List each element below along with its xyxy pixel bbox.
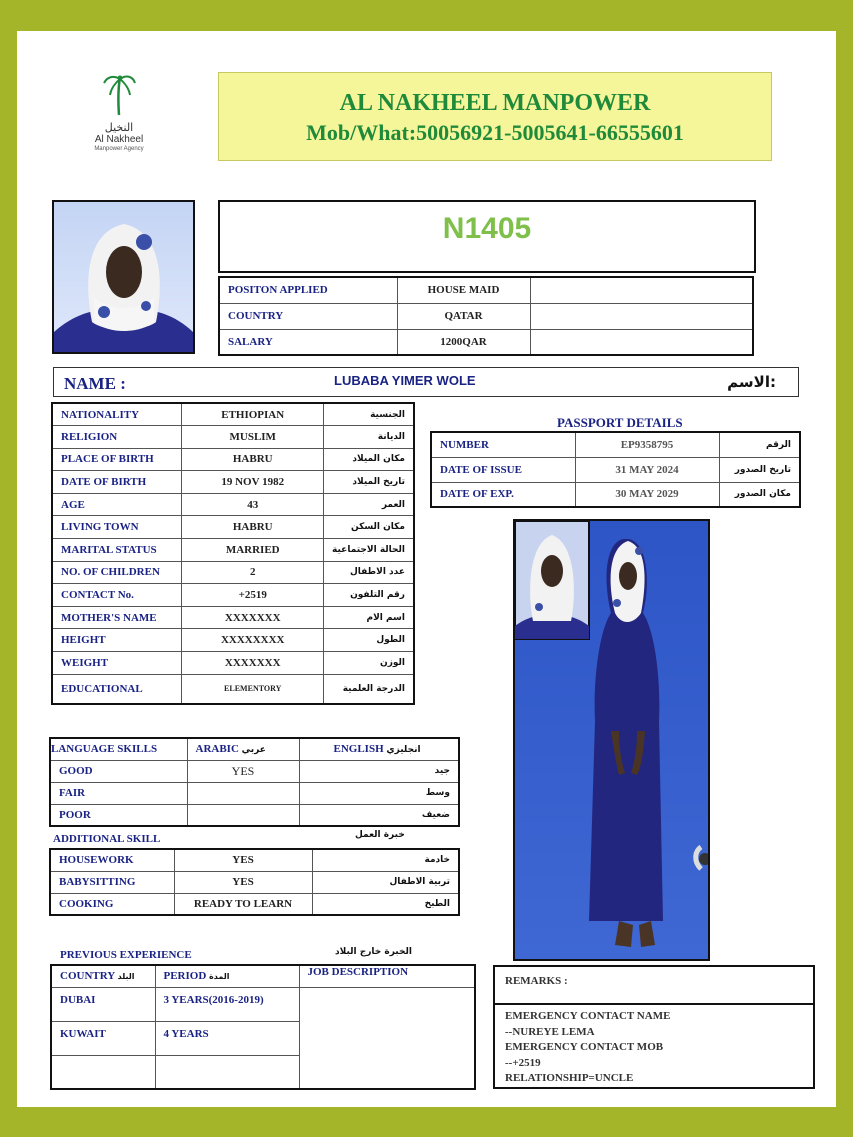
- passport-label-arabic: تاريخ الصدور: [719, 457, 800, 482]
- personal-label: RELIGION: [52, 426, 182, 449]
- country-label-ar: البلد: [117, 972, 135, 982]
- additional-skill-title: ADDITIONAL SKILL: [53, 833, 161, 845]
- personal-value: ELEMENTORY: [182, 674, 324, 704]
- personal-label-arabic: الطول: [324, 629, 414, 652]
- personal-label-arabic: اسم الام: [324, 606, 414, 629]
- position-table: [218, 276, 754, 356]
- name-label: NAME :: [64, 374, 126, 393]
- skill-label-arabic: تربية الاطفال: [312, 871, 459, 893]
- experience-table: [50, 964, 476, 1090]
- personal-label: NO. OF CHILDREN: [52, 561, 182, 584]
- emergency-contact-box: [493, 1003, 815, 1089]
- personal-value: MUSLIM: [182, 426, 324, 449]
- skill-label-arabic: الطبخ: [312, 893, 459, 915]
- personal-row: [52, 448, 414, 471]
- personal-value: XXXXXXX: [182, 606, 324, 629]
- passport-label-arabic: مكان الصدور: [719, 482, 800, 507]
- reference-code-box: [218, 200, 756, 273]
- skill-value: YES: [174, 871, 312, 893]
- language-row: [50, 782, 459, 804]
- personal-label: NATIONALITY: [52, 403, 182, 426]
- experience-period: [155, 1055, 299, 1089]
- language-header: LANGUAGE SKILLS: [50, 738, 187, 760]
- personal-row: [52, 629, 414, 652]
- arabic-label: ARABIC: [195, 743, 239, 756]
- personal-label-arabic: مكان الميلاد: [324, 448, 414, 471]
- skill-label: HOUSEWORK: [50, 849, 174, 871]
- personal-label: MARITAL STATUS: [52, 539, 182, 562]
- experience-job-description: [299, 987, 475, 1089]
- personal-row: [52, 539, 414, 562]
- arabic-label-ar: عربي: [241, 745, 266, 756]
- language-header-row: [50, 738, 459, 760]
- language-level-arabic: ضعيف: [299, 804, 459, 826]
- personal-row: [52, 584, 414, 607]
- experience-title-arabic: الخبرة خارج البلاد: [335, 947, 412, 957]
- personal-label: PLACE OF BIRTH: [52, 448, 182, 471]
- passport-label-arabic: الرقم: [719, 432, 800, 457]
- agency-logo: [89, 71, 149, 161]
- remarks-line: --+2519: [505, 1056, 541, 1069]
- personal-value: MARRIED: [182, 539, 324, 562]
- personal-label-arabic: الجنسية: [324, 403, 414, 426]
- personal-label: WEIGHT: [52, 652, 182, 675]
- personal-value: XXXXXXXX: [182, 629, 324, 652]
- arabic-level-value: [187, 804, 299, 826]
- additional-row: [50, 849, 459, 871]
- period-label-ar: المدة: [209, 972, 230, 982]
- personal-label-arabic: الوزن: [324, 652, 414, 675]
- language-level: GOOD: [50, 760, 187, 782]
- passport-label: DATE OF ISSUE: [431, 457, 575, 482]
- period-label: PERIOD: [163, 970, 207, 983]
- position-value: 1200QAR: [397, 329, 530, 355]
- additional-row: [50, 893, 459, 915]
- position-extra: [530, 277, 753, 303]
- experience-period: 3 YEARS(2016-2019): [155, 987, 299, 1021]
- cv-sheet: [17, 31, 836, 1107]
- palm-logo-icon: [99, 71, 139, 117]
- arabic-level-value: YES: [187, 760, 299, 782]
- personal-label: EDUCATIONAL: [52, 674, 182, 704]
- passport-value: EP9358795: [575, 432, 719, 457]
- position-extra: [530, 329, 753, 355]
- english-label-ar: انجليزي: [386, 745, 421, 756]
- language-row: [50, 760, 459, 782]
- personal-value: ETHIOPIAN: [182, 403, 324, 426]
- skill-label: COOKING: [50, 893, 174, 915]
- additional-skill-title-arabic: خبرة العمل: [355, 830, 405, 840]
- agency-contact: Mob/What:50056921-5005641-66555601: [306, 120, 684, 145]
- position-row: [219, 303, 753, 329]
- remarks-line: EMERGENCY CONTACT MOB: [505, 1041, 664, 1053]
- passport-title: PASSPORT DETAILS: [557, 415, 683, 430]
- personal-row: [52, 674, 414, 704]
- personal-value: XXXXXXX: [182, 652, 324, 675]
- candidate-name: LUBABA YIMER WOLE: [334, 373, 476, 388]
- position-row: [219, 277, 753, 303]
- remarks-line: RELATIONSHIP=UNCLE: [505, 1072, 634, 1084]
- experience-country: DUBAI: [51, 987, 155, 1021]
- passport-row: [431, 482, 800, 507]
- name-label-arabic: الاسم:: [727, 373, 776, 391]
- personal-value: 43: [182, 493, 324, 516]
- personal-row: [52, 606, 414, 629]
- position-label: COUNTRY: [219, 303, 397, 329]
- period-column-header: [155, 965, 299, 987]
- logo-arabic: النخيل: [104, 121, 134, 134]
- experience-period: 4 YEARS: [155, 1021, 299, 1055]
- personal-row: [52, 561, 414, 584]
- position-label: SALARY: [219, 329, 397, 355]
- position-value: HOUSE MAID: [397, 277, 530, 303]
- additional-row: [50, 871, 459, 893]
- position-label: POSITON APPLIED: [219, 277, 397, 303]
- personal-value: HABRU: [182, 516, 324, 539]
- logo-name: Al Nakheel: [94, 134, 144, 145]
- passport-table: [430, 431, 801, 508]
- personal-label: CONTACT No.: [52, 584, 182, 607]
- personal-label: DATE OF BIRTH: [52, 471, 182, 494]
- personal-value: HABRU: [182, 448, 324, 471]
- personal-row: [52, 493, 414, 516]
- passport-row: [431, 432, 800, 457]
- personal-row: [52, 652, 414, 675]
- candidate-full-photo: [513, 519, 710, 961]
- arabic-level-value: [187, 782, 299, 804]
- skill-value: READY TO LEARN: [174, 893, 312, 915]
- personal-label: LIVING TOWN: [52, 516, 182, 539]
- personal-value: 2: [182, 561, 324, 584]
- arabic-column-header: [187, 738, 299, 760]
- passport-value: 31 MAY 2024: [575, 457, 719, 482]
- personal-label-arabic: مكان السكن: [324, 516, 414, 539]
- language-level: POOR: [50, 804, 187, 826]
- reference-code: N1405: [442, 212, 532, 245]
- personal-value: 19 NOV 1982: [182, 471, 324, 494]
- candidate-face-photo: [52, 200, 195, 354]
- name-bar: [53, 367, 799, 397]
- english-label: ENGLISH: [333, 743, 384, 756]
- skill-label: BABYSITTING: [50, 871, 174, 893]
- language-skills-table: [49, 737, 460, 827]
- experience-header-row: [51, 965, 475, 987]
- remarks-box: [493, 965, 815, 1005]
- personal-row: [52, 516, 414, 539]
- skill-label-arabic: خادمة: [312, 849, 459, 871]
- personal-label: MOTHER'S NAME: [52, 606, 182, 629]
- personal-label: AGE: [52, 493, 182, 516]
- passport-value: 30 MAY 2029: [575, 482, 719, 507]
- personal-row: [52, 471, 414, 494]
- language-level-arabic: وسط: [299, 782, 459, 804]
- passport-label: NUMBER: [431, 432, 575, 457]
- agency-title: AL NAKHEEL MANPOWER: [339, 90, 651, 116]
- agency-header: [218, 72, 772, 161]
- personal-details-table: [51, 402, 415, 705]
- position-extra: [530, 303, 753, 329]
- language-level-arabic: جيد: [299, 760, 459, 782]
- country-column-header: [51, 965, 155, 987]
- personal-label-arabic: الديانة: [324, 426, 414, 449]
- personal-row: [52, 426, 414, 449]
- experience-title: PREVIOUS EXPERIENCE: [60, 949, 192, 961]
- personal-label: HEIGHT: [52, 629, 182, 652]
- job-description-header: JOB DESCRIPTION: [299, 965, 475, 987]
- remarks-line: EMERGENCY CONTACT NAME: [505, 1010, 671, 1022]
- passport-row: [431, 457, 800, 482]
- language-row: [50, 804, 459, 826]
- position-value: QATAR: [397, 303, 530, 329]
- personal-label-arabic: عدد الاطفال: [324, 561, 414, 584]
- personal-value: +2519: [182, 584, 324, 607]
- language-level: FAIR: [50, 782, 187, 804]
- skill-value: YES: [174, 849, 312, 871]
- passport-label: DATE OF EXP.: [431, 482, 575, 507]
- logo-sub: Manpower Agency: [94, 146, 144, 152]
- experience-country: KUWAIT: [51, 1021, 155, 1055]
- personal-label-arabic: رقم التلفون: [324, 584, 414, 607]
- position-row: [219, 329, 753, 355]
- personal-row: [52, 403, 414, 426]
- personal-label-arabic: الحالة الاجتماعية: [324, 539, 414, 562]
- personal-label-arabic: العمر: [324, 493, 414, 516]
- remarks-line: --NUREYE LEMA: [505, 1025, 595, 1038]
- country-label: COUNTRY: [60, 970, 115, 983]
- experience-country: [51, 1055, 155, 1089]
- experience-row: [51, 987, 475, 1021]
- personal-label-arabic: تاريخ الميلاد: [324, 471, 414, 494]
- english-column-header: [299, 738, 459, 760]
- personal-label-arabic: الدرجة العلمية: [324, 674, 414, 704]
- remarks-label: REMARKS :: [505, 975, 568, 987]
- additional-skills-table: [49, 848, 460, 916]
